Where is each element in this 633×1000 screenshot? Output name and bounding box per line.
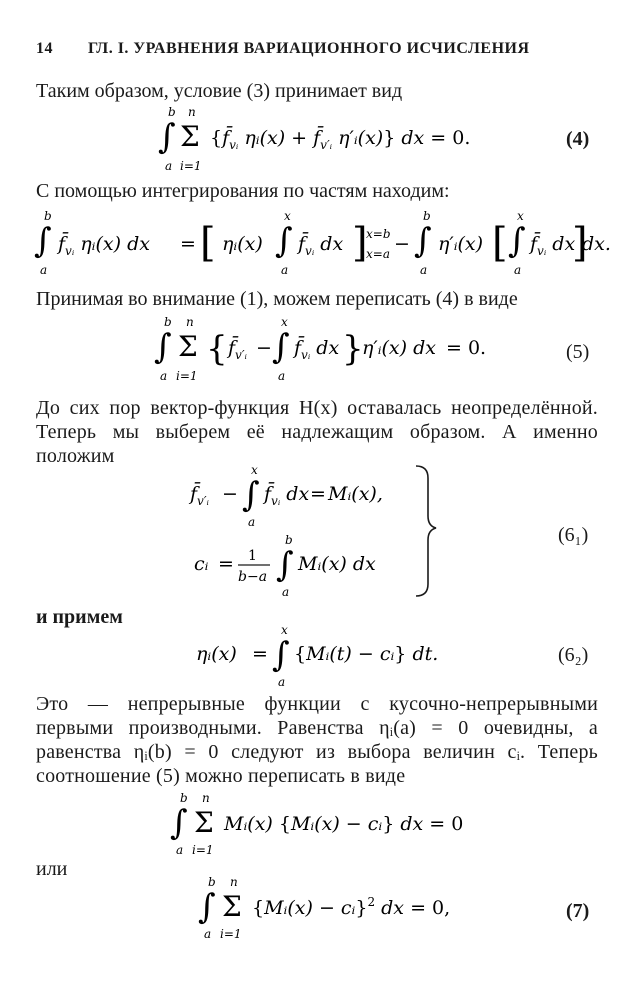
paragraph-1: Таким образом, условие (3) принимает вид: [36, 80, 403, 102]
svg-text:n: n: [202, 791, 210, 805]
svg-text:=: =: [180, 233, 196, 255]
svg-text:∫: ∫: [275, 221, 293, 261]
equation-number-6-1: (6₁): [558, 524, 589, 546]
svg-text:∫: ∫: [170, 803, 188, 843]
svg-text:η′ᵢ(x) dx: η′ᵢ(x) dx: [362, 337, 436, 359]
svg-text:dx.: dx.: [582, 233, 611, 255]
svg-text:{f̄vᵢ ηᵢ(x) + f̄v′ᵢ η′ᵢ(x)} dx: {$f̄_{vᵢ}$ ηᵢ(x) + $f̄_{v'ᵢ}$ η′ᵢ(x)} dx = 0.: [210, 127, 471, 152]
svg-text:cᵢ: cᵢ: [194, 553, 209, 575]
svg-text:a: a: [176, 843, 184, 857]
svg-text:a: a: [40, 263, 48, 277]
running-title: ГЛ. I. УРАВНЕНИЯ ВАРИАЦИОННОГО ИСЧИСЛЕНИЯ: [88, 40, 530, 57]
svg-text:f̄vᵢ dx: $f̄_{vᵢ}$ dx: [298, 233, 344, 258]
svg-text:ηᵢ(x): ηᵢ(x): [196, 643, 237, 665]
svg-text:∫: ∫: [242, 475, 260, 515]
equation-6-2: [196, 624, 446, 688]
paragraph-3: Принимая во внимание (1), можем переписать (4) в виде: [36, 288, 518, 310]
equation-unnumbered: [166, 790, 466, 858]
svg-text:b: b: [423, 209, 431, 223]
svg-text:a: a: [514, 263, 522, 277]
svg-text:∫: ∫: [198, 887, 216, 927]
svg-text:a: a: [282, 585, 290, 599]
svg-text:a: a: [160, 369, 168, 383]
svg-text:f̄v′ᵢ: $f̄_{v'ᵢ}$: [190, 483, 209, 508]
svg-text:n: n: [188, 105, 196, 119]
svg-text:]: ]: [352, 220, 368, 266]
svg-text:x=b: x=b: [366, 227, 391, 241]
svg-text:∫: ∫: [154, 327, 172, 367]
svg-text:Σ: Σ: [222, 890, 242, 923]
svg-text:Mᵢ(x) {Mᵢ(x) − cᵢ} dx = 0: Mᵢ(x) {Mᵢ(x) − cᵢ} dx = 0: [224, 813, 464, 835]
equation-6-1: [190, 464, 440, 598]
paragraph-4: До сих пор вектор-функция Η(x) оставалась неопределённой. Теперь мы выберем её надлежащим образом. А именно положим: [36, 397, 598, 467]
svg-text:1: 1: [248, 548, 257, 564]
svg-text:η′ᵢ(x): η′ᵢ(x): [438, 233, 484, 255]
svg-text:b: b: [285, 533, 293, 547]
svg-text:Mᵢ(x) dx: Mᵢ(x) dx: [298, 553, 376, 575]
svg-text:f̄vᵢ dx: $f̄_{vᵢ}$ dx: [530, 233, 576, 258]
svg-text:a: a: [281, 263, 289, 277]
svg-text:i=1: i=1: [192, 843, 214, 857]
svg-text:b: b: [180, 791, 188, 805]
svg-text:b: b: [164, 315, 172, 329]
svg-text:f̄vᵢ ηᵢ(x) dx: $f̄_{vᵢ}$ ηᵢ(x) dx: [58, 233, 150, 258]
svg-text:= 0.: = 0.: [446, 337, 487, 359]
svg-text:{: {: [206, 329, 228, 369]
svg-text:{Mᵢ(t) − cᵢ} dt.: {Mᵢ(t) − cᵢ} dt.: [294, 643, 439, 665]
svg-text:Σ: Σ: [180, 120, 200, 153]
svg-text:=: =: [310, 483, 326, 505]
page-number: 14: [36, 40, 53, 57]
svg-text:[: [: [200, 220, 216, 266]
svg-text:∫: ∫: [508, 221, 526, 261]
svg-text:b: b: [208, 875, 216, 889]
equation-number-5: (5): [566, 341, 590, 363]
svg-text:a: a: [420, 263, 428, 277]
svg-text:[: [: [492, 220, 508, 266]
svg-text:]: ]: [572, 220, 588, 266]
svg-text:x: x: [281, 623, 288, 637]
equation-number-4: (4): [566, 128, 590, 150]
svg-text:i=1: i=1: [176, 369, 198, 383]
paragraph-2: С помощью интегрирования по частям находим:: [36, 180, 450, 202]
equation-integration-by-parts: [30, 206, 611, 278]
svg-text:∫: ∫: [158, 117, 176, 157]
equation-number-6-2: (6₂): [558, 644, 589, 666]
svg-text:i=1: i=1: [220, 927, 242, 941]
svg-text:a: a: [248, 515, 256, 529]
svg-text:=: =: [218, 553, 234, 575]
svg-text:Σ: Σ: [178, 330, 198, 363]
paragraph-5: и примем: [36, 606, 123, 628]
svg-text:x: x: [251, 463, 258, 477]
svg-text:f̄vᵢ dx: $f̄_{vᵢ}$ dx: [294, 337, 340, 362]
svg-text:a: a: [165, 159, 173, 173]
paragraph-6: Это — непрерывные функции с кусочно-непрерывными первыми производными. Равенства ηᵢ(a) = 0 очевидны, а равенства ηᵢ(b) = 0 следуют из выбора величин cᵢ. Теперь соотношение (5) можно переписать в виде: [36, 693, 598, 787]
svg-text:∫: ∫: [272, 327, 290, 367]
svg-text:x: x: [281, 315, 288, 329]
svg-text:−: −: [256, 337, 272, 359]
svg-text:=: =: [252, 643, 268, 665]
svg-text:n: n: [186, 315, 194, 329]
svg-text:∫: ∫: [272, 635, 290, 675]
svg-text:f̄vᵢ dx: $f̄_{vᵢ}$ dx: [264, 483, 310, 508]
svg-text:x: x: [517, 209, 524, 223]
svg-text:Mᵢ(x),: Mᵢ(x),: [328, 483, 383, 505]
equation-7: [194, 874, 454, 942]
svg-text:b: b: [168, 105, 176, 119]
svg-text:f̄v′ᵢ: $f̄_{v'ᵢ}$: [228, 337, 247, 362]
svg-text:∫: ∫: [276, 545, 294, 585]
svg-text:Σ: Σ: [194, 806, 214, 839]
svg-text:x=a: x=a: [366, 247, 390, 261]
equation-number-7: (7): [566, 900, 590, 922]
svg-text:−: −: [222, 483, 238, 505]
svg-text:n: n: [230, 875, 238, 889]
svg-text:ηᵢ(x): ηᵢ(x): [222, 233, 263, 255]
svg-text:a: a: [278, 675, 286, 689]
svg-text:{Mᵢ(x) − cᵢ}2 dx = 0,: {Mᵢ(x) − cᵢ}$^2$ dx = 0,: [252, 895, 451, 919]
svg-text:−: −: [394, 233, 410, 255]
equation-4: [150, 104, 480, 174]
svg-text:}: }: [342, 329, 364, 369]
svg-text:∫: ∫: [414, 221, 432, 261]
svg-text:a: a: [204, 927, 212, 941]
svg-text:b−a: b−a: [238, 569, 268, 585]
equation-5: [150, 314, 487, 386]
svg-text:x: x: [284, 209, 291, 223]
svg-text:i=1: i=1: [180, 159, 202, 173]
svg-text:∫: ∫: [34, 221, 52, 261]
svg-text:b: b: [44, 209, 52, 223]
svg-text:a: a: [278, 369, 286, 383]
paragraph-7: или: [36, 858, 68, 880]
